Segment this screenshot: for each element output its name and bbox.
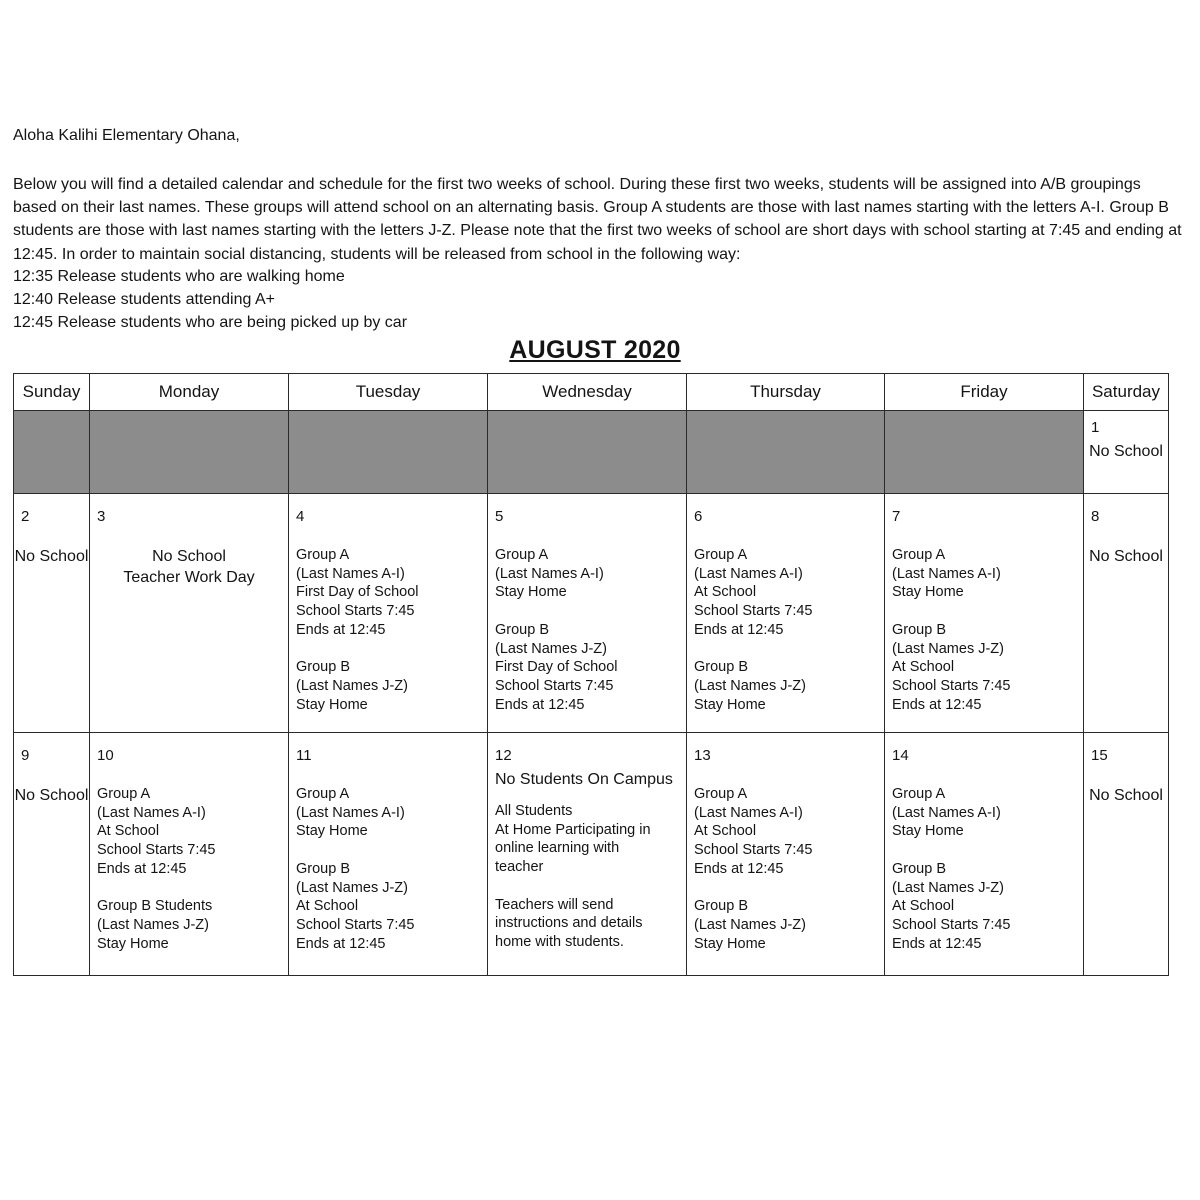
schedule-line: Group A [892, 786, 946, 802]
schedule-line: Group A [97, 786, 151, 802]
weekday-header: Saturday [1084, 374, 1169, 411]
schedule-line: School Starts 7:45 [694, 603, 813, 620]
day-number: 13 [694, 747, 711, 764]
day-cell [14, 494, 90, 733]
schedule-line: At Home Participating in [495, 821, 651, 838]
schedule-line: Ends at 12:45 [892, 696, 982, 713]
day-cell [1084, 494, 1169, 733]
calendar-week-row [14, 411, 1169, 494]
schedule-spacer [694, 879, 884, 898]
schedule-line: Group B [296, 860, 350, 877]
day-cell [90, 733, 289, 976]
day-cell [488, 494, 687, 733]
schedule-line: (Last Names J-Z) [296, 879, 408, 896]
schedule-line: Teachers will send [495, 896, 614, 913]
schedule-line: instructions and details [495, 915, 643, 932]
schedule-line: Group A [296, 547, 350, 563]
schedule-line: At School [892, 659, 955, 676]
weekday-header-row [14, 374, 1169, 411]
day-cell [488, 733, 687, 976]
schedule-line: Group A [694, 547, 748, 563]
weekday-header: Sunday [14, 374, 90, 411]
schedule-line: Ends at 12:45 [296, 621, 386, 638]
empty-day-cell [289, 411, 488, 494]
schedule-line: School Starts 7:45 [296, 603, 415, 620]
day-note [90, 546, 288, 588]
day-cell [885, 733, 1084, 976]
day-cell [90, 494, 289, 733]
schedule-spacer [495, 602, 686, 621]
schedule-line: (Last Names J-Z) [694, 677, 806, 694]
schedule-line: (Last Names A-I) [495, 565, 604, 582]
release-time-item: 12:45 Release students who are being picked up by car [13, 314, 408, 332]
schedule-details [495, 546, 686, 714]
schedule-line: Group B [892, 621, 946, 638]
schedule-line: School Starts 7:45 [694, 842, 813, 859]
schedule-details [694, 546, 884, 714]
intro-paragraph: Below you will find a detailed calendar and schedule for the first two weeks of school. During these first two weeks, students will be assigned into A/B groupings based on their last names. These groups will attend school on an alternating basis. Group A students are those with last names starting with the letters A-I. Group B students are those with last names starting with the letters J-Z. Please note that the first two weeks of school are short days with school starting at 7:45 and ending at 12:45. In order to maintain social distancing, students will be released from school in the following way: [13, 176, 1182, 263]
day-number: 14 [892, 747, 909, 764]
schedule-line: (Last Names J-Z) [892, 640, 1004, 657]
schedule-line: School Starts 7:45 [892, 916, 1011, 933]
schedule-line: Ends at 12:45 [97, 860, 187, 877]
schedule-spacer [97, 879, 288, 898]
schedule-line: (Last Names J-Z) [892, 879, 1004, 896]
schedule-line: Stay Home [694, 696, 766, 713]
day-note: No School [1089, 787, 1163, 804]
day-cell [1084, 411, 1169, 494]
schedule-line: (Last Names A-I) [892, 804, 1001, 821]
schedule-line: (Last Names J-Z) [97, 916, 209, 933]
schedule-line: Group A [495, 547, 549, 563]
schedule-details [97, 785, 288, 953]
day-number: 8 [1091, 508, 1100, 525]
schedule-line: Ends at 12:45 [892, 935, 982, 952]
calendar-week-row [14, 733, 1169, 976]
release-time-item: 12:35 Release students who are walking home [13, 268, 345, 285]
day-heading: No Students On Campus [495, 771, 673, 788]
schedule-line: Stay Home [892, 584, 964, 601]
schedule-line: (Last Names J-Z) [694, 916, 806, 933]
empty-day-cell [687, 411, 885, 494]
schedule-line: (Last Names A-I) [694, 804, 803, 821]
day-cell [289, 733, 488, 976]
empty-day-cell [14, 411, 90, 494]
schedule-line: School Starts 7:45 [296, 916, 415, 933]
schedule-spacer [892, 841, 1083, 860]
day-number: 10 [97, 747, 114, 764]
schedule-line: Group B [892, 860, 946, 877]
day-note: No School [14, 787, 89, 804]
schedule-details [296, 546, 487, 714]
schedule-line: home with students. [495, 933, 624, 950]
schedule-line: (Last Names A-I) [97, 804, 206, 821]
day-number: 9 [21, 747, 30, 764]
schedule-line: (Last Names A-I) [694, 565, 803, 582]
day-note: No School [1089, 548, 1163, 565]
schedule-line: Group A [694, 786, 748, 802]
schedule-line: First Day of School [495, 659, 618, 676]
schedule-line: School Starts 7:45 [97, 842, 216, 859]
schedule-line: First Day of School [296, 584, 419, 601]
schedule-details [495, 802, 686, 952]
schedule-line: All Students [495, 803, 573, 819]
schedule-line: School Starts 7:45 [892, 677, 1011, 694]
empty-day-cell [885, 411, 1084, 494]
schedule-line: Stay Home [694, 935, 766, 952]
schedule-details [296, 785, 487, 953]
schedule-line: Group B [495, 621, 549, 638]
day-number: 11 [296, 747, 312, 764]
schedule-details [892, 546, 1083, 714]
calendar-title: AUGUST 2020 [509, 336, 681, 364]
schedule-line: (Last Names J-Z) [296, 677, 408, 694]
schedule-line: School Starts 7:45 [495, 677, 614, 694]
day-cell [687, 733, 885, 976]
schedule-line: online learning with [495, 840, 620, 857]
day-note: No School [1089, 443, 1163, 460]
weekday-header: Friday [885, 374, 1084, 411]
schedule-line: Stay Home [495, 584, 567, 601]
empty-day-cell [488, 411, 687, 494]
schedule-spacer [296, 640, 487, 659]
weekday-header: Tuesday [289, 374, 488, 411]
weekday-header: Thursday [687, 374, 885, 411]
schedule-line: Group B [694, 659, 748, 676]
schedule-line: Group B [296, 659, 350, 676]
schedule-line: Ends at 12:45 [694, 621, 784, 638]
schedule-spacer [296, 841, 487, 860]
schedule-line: At School [892, 898, 955, 915]
schedule-line: (Last Names J-Z) [495, 640, 607, 657]
day-number: 12 [495, 747, 512, 764]
weekday-header: Monday [90, 374, 289, 411]
release-time-item: 12:40 Release students attending A+ [13, 291, 275, 309]
schedule-line: (Last Names A-I) [296, 565, 405, 582]
schedule-line: At School [97, 823, 160, 840]
weekday-header: Wednesday [488, 374, 687, 411]
day-cell [14, 733, 90, 976]
day-number: 6 [694, 508, 703, 525]
schedule-line: At School [694, 823, 757, 840]
schedule-line: (Last Names A-I) [892, 565, 1001, 582]
calendar-week-row [14, 494, 1169, 733]
schedule-line: Group B Students [97, 898, 213, 915]
day-cell [289, 494, 488, 733]
day-number: 5 [495, 508, 504, 525]
schedule-line: Group B [694, 898, 748, 915]
schedule-spacer [694, 640, 884, 659]
schedule-line: Group A [892, 547, 946, 563]
schedule-line: Ends at 12:45 [296, 935, 386, 952]
schedule-line: (Last Names A-I) [296, 804, 405, 821]
schedule-line: teacher [495, 859, 544, 876]
schedule-details [892, 785, 1083, 953]
day-number: 4 [296, 508, 305, 525]
day-number: 15 [1091, 747, 1108, 764]
day-number: 2 [21, 508, 30, 525]
day-note-line: No School [152, 548, 226, 565]
day-cell [885, 494, 1084, 733]
day-note: No School [14, 548, 89, 565]
schedule-spacer [495, 877, 686, 896]
schedule-line: Stay Home [296, 823, 368, 840]
schedule-line: Stay Home [892, 823, 964, 840]
schedule-line: At School [296, 898, 359, 915]
day-note-line: Teacher Work Day [123, 569, 255, 586]
schedule-line: Stay Home [97, 935, 169, 952]
greeting: Aloha Kalihi Elementary Ohana, [13, 127, 240, 144]
release-times-list [13, 265, 407, 335]
day-cell [687, 494, 885, 733]
day-number: 7 [892, 508, 901, 525]
schedule-line: Ends at 12:45 [694, 860, 784, 877]
schedule-line: Ends at 12:45 [495, 696, 585, 713]
day-number: 1 [1091, 419, 1100, 436]
schedule-line: Stay Home [296, 696, 368, 713]
day-cell [1084, 733, 1169, 976]
schedule-line: Group A [296, 786, 350, 802]
empty-day-cell [90, 411, 289, 494]
schedule-details [694, 785, 884, 953]
day-number: 3 [97, 508, 106, 525]
schedule-line: At School [694, 584, 757, 601]
schedule-spacer [892, 602, 1083, 621]
calendar-grid [13, 373, 1169, 976]
